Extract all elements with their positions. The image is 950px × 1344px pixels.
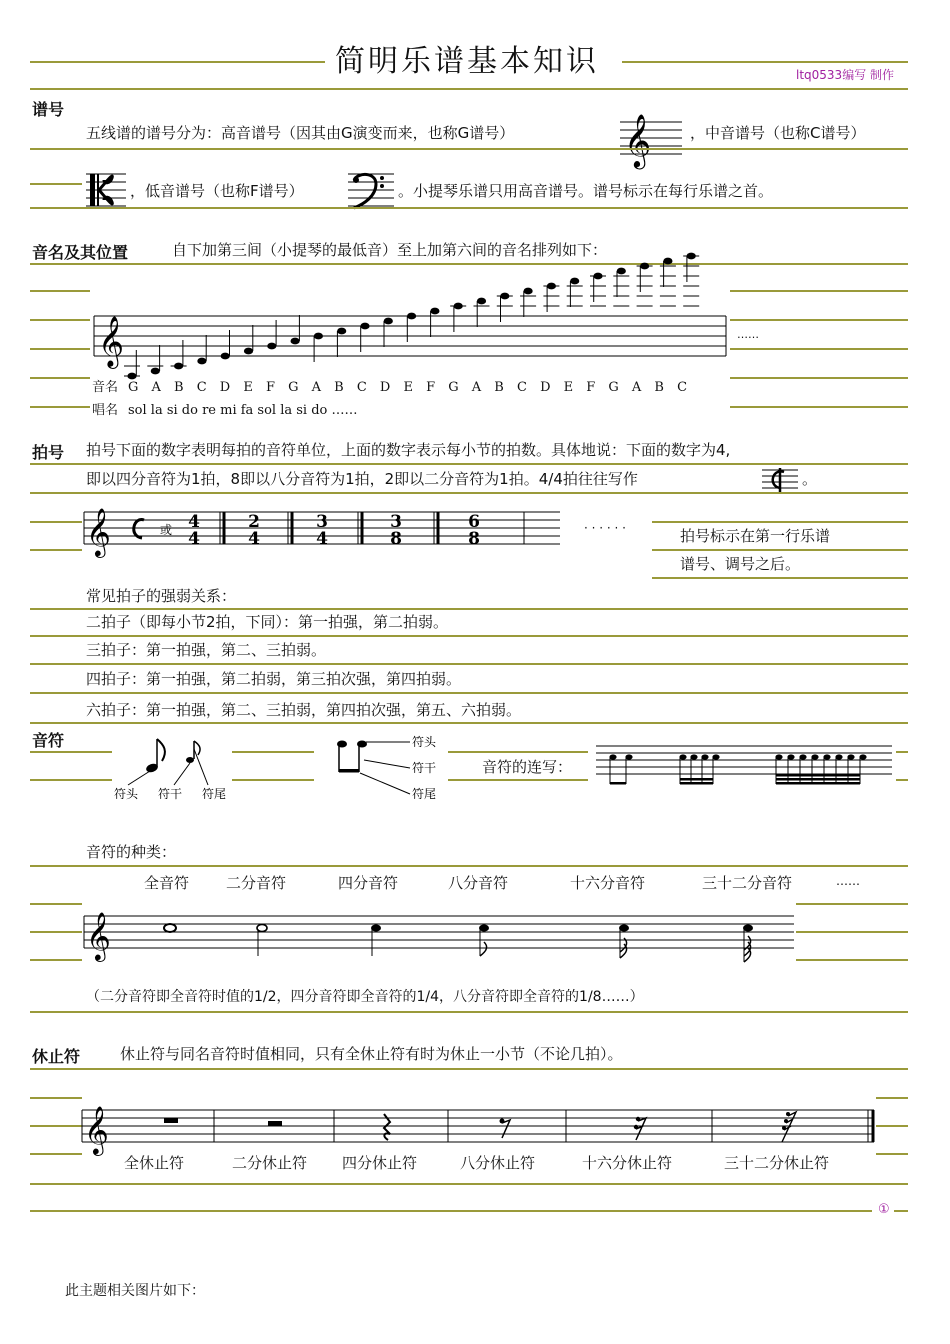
beam-bar xyxy=(776,774,860,777)
scale-note xyxy=(430,308,439,315)
beam-bar xyxy=(776,778,860,781)
rest-type-thirtysecond: 三十二分休止符 xyxy=(724,1154,830,1172)
label-note-stem: 符干 xyxy=(158,787,183,801)
label-note-flag: 符尾 xyxy=(202,787,227,801)
beam-label: 音符的连写： xyxy=(482,758,573,776)
clef-text-1b: ，中音谱号（也称C谱号） xyxy=(690,124,866,142)
sig-3-top: 3 xyxy=(316,512,328,532)
meter-note-2: 谱号、调号之后。 xyxy=(680,555,801,573)
label-note-head: 符头 xyxy=(114,787,139,801)
rest-type-quarter: 四分休止符 xyxy=(342,1154,418,1172)
rest-intro: 休止符与同名音符时值相同，只有全休止符有时为休止一小节（不论几拍）。 xyxy=(120,1045,623,1063)
note-anatomy-single xyxy=(112,735,232,805)
sig-5-bottom: 8 xyxy=(468,529,480,549)
scale-note xyxy=(291,338,300,345)
rest-types-staff xyxy=(82,1094,876,1156)
page-title: 简明乐谱基本知识 xyxy=(335,44,599,79)
treble-clef-icon: 𝄞 xyxy=(86,911,111,960)
scale-note xyxy=(337,328,346,335)
scale-note xyxy=(617,268,626,275)
sixteenth-note-icon xyxy=(619,925,629,959)
note-range-staff xyxy=(90,280,730,390)
common-time-icon xyxy=(773,468,784,493)
sig-3-bottom: 4 xyxy=(316,529,328,549)
note-heading: 音符 xyxy=(32,731,65,750)
ratio-note: （二分音符即全音符时值的1/2，四分音符即全音符的1/4，八分音符即全音符的1/8……） xyxy=(86,989,644,1005)
sig-4-top: 3 xyxy=(390,512,402,532)
strength-2: 二拍子（即每小节2拍，下同）：第一拍强，第二拍弱。 xyxy=(86,613,449,631)
type-sixteenth: 十六分音符 xyxy=(570,874,646,892)
label-beam-stem: 符干 xyxy=(412,761,437,775)
meter-staff xyxy=(84,500,564,560)
common-time-sample xyxy=(762,466,798,494)
strength-6: 六拍子：第一拍强，第二、三拍弱，第四拍次强，第五、六拍弱。 xyxy=(86,701,522,719)
bottom-caption: 此主题相关图片如下： xyxy=(65,1283,205,1299)
meter-text-2-end: 。 xyxy=(802,470,818,488)
scale-note xyxy=(524,288,533,295)
whole-note-icon xyxy=(164,924,176,932)
sig-2-top: 2 xyxy=(248,512,260,532)
strength-3: 三拍子：第一拍强，第二、三拍弱。 xyxy=(86,641,327,659)
clef-text-2b: 。小提琴乐谱只用高音谱号。谱号标示在每行乐谱之首。 xyxy=(398,182,774,200)
scale-note xyxy=(360,323,369,330)
beam-bar xyxy=(776,782,860,785)
type-thirtysecond: 三十二分音符 xyxy=(702,874,793,892)
treble-clef-icon: 𝄞 xyxy=(624,113,652,167)
type-eighth: 八分音符 xyxy=(448,874,509,892)
beam-groups xyxy=(609,754,866,784)
bass-clef-sample xyxy=(348,170,394,210)
names-intro: 自下加第三间（小提琴的最低音）至上加第六间的音名排列如下： xyxy=(172,241,608,259)
page-number-marker: ① xyxy=(878,1202,890,1217)
meter-ellipsis: · · · · · · xyxy=(584,521,626,535)
eighth-rest-icon xyxy=(500,1119,511,1139)
sig-1-top: 4 xyxy=(188,512,200,532)
note-names-row: G A B C D E F G A B C D E F G A B C D E F G A B C xyxy=(128,380,692,395)
treble-clef-sample xyxy=(620,110,682,166)
solfege-row: sol la si do re mi fa sol la si do …… xyxy=(128,403,358,418)
sig-2-bottom: 4 xyxy=(248,529,260,549)
rest-type-half: 二分休止符 xyxy=(232,1154,308,1172)
sixteenth-rest-icon xyxy=(634,1117,646,1140)
note-anatomy-beamed xyxy=(334,732,448,804)
sig-4-bottom: 8 xyxy=(390,529,402,549)
scale-note xyxy=(151,368,160,375)
whole-rest-icon xyxy=(164,1118,178,1123)
scale-note xyxy=(570,278,579,285)
clef-text-1a: 五线谱的谱号分为：高音谱号（因其由G演变而来，也称G谱号） xyxy=(86,124,515,142)
beamed-notes-staff xyxy=(596,738,896,792)
author-credit: ltq0533编写 制作 xyxy=(796,68,895,82)
types-ellipsis: …… xyxy=(836,874,860,888)
or-label: 或 xyxy=(160,523,173,537)
thirtysecond-note-icon xyxy=(743,925,753,963)
scale-note xyxy=(244,348,253,355)
clef-heading: 谱号 xyxy=(32,100,65,119)
scale-note xyxy=(267,343,276,350)
rest-heading: 休止符 xyxy=(32,1047,81,1066)
strength-4: 四拍子：第一拍强，第二拍弱，第三拍次强，第四拍弱。 xyxy=(86,670,462,688)
scale-note xyxy=(221,353,230,360)
scale-note xyxy=(663,258,672,265)
types-title: 音符的种类： xyxy=(86,843,177,861)
scale-note xyxy=(197,358,206,365)
alto-clef-sample xyxy=(86,170,126,210)
sig-1-bottom: 4 xyxy=(188,529,200,549)
treble-clef-icon: 𝄞 xyxy=(86,507,111,556)
names-ellipsis: …… xyxy=(737,328,759,341)
sig-5-top: 6 xyxy=(468,512,480,532)
common-time-icon xyxy=(134,519,144,538)
label-beam-head: 符头 xyxy=(412,735,437,749)
scale-note xyxy=(407,313,416,320)
meter-note-1: 拍号标示在第一行乐谱 xyxy=(680,527,831,545)
thirtysecond-rest-icon xyxy=(782,1112,796,1142)
type-half: 二分音符 xyxy=(226,874,287,892)
beam-bar xyxy=(680,782,713,785)
strength-title: 常见拍子的强弱关系： xyxy=(86,587,237,605)
meter-heading: 拍号 xyxy=(32,443,65,462)
rest-type-whole: 全休止符 xyxy=(124,1154,185,1172)
label-beam-flag: 符尾 xyxy=(412,787,437,801)
beam-bar xyxy=(610,782,626,785)
half-rest-icon xyxy=(268,1121,282,1126)
treble-clef-icon: 𝄞 xyxy=(98,316,125,367)
scale-note xyxy=(477,298,486,305)
clef-text-2a: ，低音谱号（也称F谱号） xyxy=(130,182,304,200)
type-quarter: 四分音符 xyxy=(338,874,399,892)
note-types-staff xyxy=(84,898,796,968)
beam-bar xyxy=(680,778,713,781)
names-heading: 音名及其位置 xyxy=(32,243,129,262)
solfege-label: 唱名 xyxy=(92,403,119,418)
meter-text-2: 即以四分音符为1拍，8即以八分音符为1拍，2即以二分音符为1拍。4/4拍往往写作 xyxy=(86,470,638,488)
names-label: 音名 xyxy=(92,380,119,395)
treble-clef-icon: 𝄞 xyxy=(84,1105,109,1154)
rest-type-sixteenth: 十六分休止符 xyxy=(582,1154,673,1172)
meter-text-1: 拍号下面的数字表明每拍的音符单位，上面的数字表示每小节的拍数。具体地说：下面的数字为4, xyxy=(86,441,731,459)
type-whole: 全音符 xyxy=(144,874,190,892)
scale-note xyxy=(314,333,323,340)
rest-type-eighth: 八分休止符 xyxy=(460,1154,536,1172)
scale-note xyxy=(384,318,393,325)
